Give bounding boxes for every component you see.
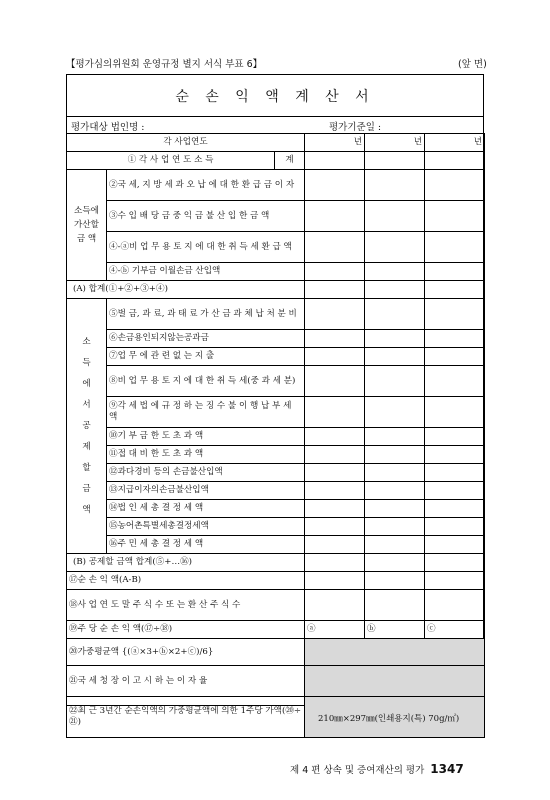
row-20-value xyxy=(305,639,485,666)
row-21-label: ㉑국 세 청 장 이 고 시 하 는 이 자 율 xyxy=(67,666,305,697)
row-21 xyxy=(67,666,485,697)
company-name-label: 평가대상 법인명 : xyxy=(71,122,145,133)
add-group-label: 소득에 가산할 금 액 xyxy=(67,170,107,281)
page-number: 1347 xyxy=(430,762,464,776)
deduct-row-label: ⑮농어촌특별세총결정세액 xyxy=(107,518,305,536)
row-19-c: ⓒ xyxy=(425,621,485,639)
year-header-label: 각 사업연도 xyxy=(67,134,305,152)
deduct-row-16 xyxy=(67,536,485,554)
deduct-row-label: ⑥손금용인되지않는공과금 xyxy=(107,330,305,348)
valuation-date-label: 평가기준일 : xyxy=(329,122,382,133)
deduct-row-label: ⑪접 대 비 한 도 초 과 액 xyxy=(107,446,305,464)
row-17 xyxy=(67,572,485,590)
add-row-label: ④-ⓑ 기부금 이월손금 산입액 xyxy=(107,263,305,281)
add-row-label: ④-ⓐ비 업 무 용 토 지 에 대 한 취 득 세 환 급 액 xyxy=(107,232,305,263)
page-footer xyxy=(290,762,464,776)
row-19 xyxy=(67,621,485,639)
add-row-2 xyxy=(67,170,485,201)
deduct-group-label: 소 득 에 서 공 제 할 금 액 xyxy=(67,299,107,554)
sum-a-label: (A) 합계(①+②+③+④) xyxy=(67,281,305,299)
deduct-row-9 xyxy=(67,397,485,428)
deduct-row-label: ⑤벌 금, 과 료, 과 태 료 가 산 금 과 체 납 처 분 비 xyxy=(107,299,305,330)
deduct-row-13 xyxy=(67,482,485,500)
add-row-4a xyxy=(67,232,485,263)
deduct-row-5 xyxy=(67,299,485,330)
row-21-value xyxy=(305,666,485,697)
year-header-row xyxy=(67,134,485,152)
row-17-label: ⑰순 손 익 액(A-B) xyxy=(67,572,305,590)
sum-b-label: (B) 공제할 금액 합계(⑤+…⑯) xyxy=(67,554,305,572)
row-19-a: ⓐ xyxy=(305,621,365,639)
sum-b-row xyxy=(67,554,485,572)
chapter-label: 제 4 편 상속 및 증여재산의 평가 xyxy=(290,765,425,776)
deduct-row-8 xyxy=(67,366,485,397)
add-row-3 xyxy=(67,201,485,232)
row-1-unit: 계 xyxy=(275,152,305,170)
deduct-row-6 xyxy=(67,330,485,348)
deduct-row-label: ⑦업 무 에 관 련 없 는 지 출 xyxy=(107,348,305,366)
calculation-table xyxy=(66,133,485,738)
year-1: 년 xyxy=(305,134,365,152)
deduct-row-label: ⑭법 인 세 총 결 정 세 액 xyxy=(107,500,305,518)
row-1-label: ① 각 사 업 연 도 소 득 xyxy=(67,152,275,170)
deduct-row-label: ⑩기 부 금 한 도 초 과 액 xyxy=(107,428,305,446)
row-20-label: ⑳가중평균액 {(ⓐ×3+ⓑ×2+ⓒ)/6} xyxy=(67,639,305,666)
deduct-row-label: ⑫과다경비 등의 손금불산입액 xyxy=(107,464,305,482)
row-18 xyxy=(67,590,485,621)
year-2: 년 xyxy=(365,134,425,152)
deduct-row-7 xyxy=(67,348,485,366)
paper-spec: 210㎜×297㎜(인쇄용지(특) 70g/㎡) xyxy=(318,714,460,724)
deduct-row-label: ⑧비 업 무 용 토 지 에 대 한 취 득 세(중 과 세 분) xyxy=(107,366,305,397)
row-18-label: ⑱사 업 연 도 말 주 식 수 또 는 환 산 주 식 수 xyxy=(67,590,305,621)
row-19-b: ⓑ xyxy=(365,621,425,639)
deduct-row-label: ⑨각 세 법 에 규 정 하 는 징 수 불 이 행 납 부 세 액 xyxy=(107,397,305,428)
row-1 xyxy=(67,152,485,170)
deduct-row-label: ⑬지급이자의손금불산입액 xyxy=(107,482,305,500)
form-title: 순 손 익 액 계 산 서 xyxy=(67,75,483,117)
deduct-row-11 xyxy=(67,446,485,464)
row-20 xyxy=(67,639,485,666)
deduct-row-15 xyxy=(67,518,485,536)
add-row-label: ②국 세, 지 방 세 과 오 납 에 대 한 환 급 금 이 자 xyxy=(107,170,305,201)
form-reference: 【평가심의위원회 운영규정 별지 서식 부표 6】 xyxy=(66,59,263,70)
year-3: 년 xyxy=(425,134,485,152)
page-side: (앞 면) xyxy=(458,59,487,70)
row-22-label: ㉒최 근 3년간 순손익액의 가중평균액에 의한 1주당 가액(⑳÷㉑) xyxy=(67,697,305,738)
deduct-row-12 xyxy=(67,464,485,482)
deduct-row-label: ⑯주 민 세 총 결 정 세 액 xyxy=(107,536,305,554)
deduct-row-14 xyxy=(67,500,485,518)
sum-a-row xyxy=(67,281,485,299)
add-row-4b xyxy=(67,263,485,281)
add-row-label: ③수 입 배 당 금 중 익 금 불 산 입 한 금 액 xyxy=(107,201,305,232)
deduct-row-10 xyxy=(67,428,485,446)
row-19-label: ⑲주 당 순 손 익 액(⑰÷⑱) xyxy=(67,621,305,639)
